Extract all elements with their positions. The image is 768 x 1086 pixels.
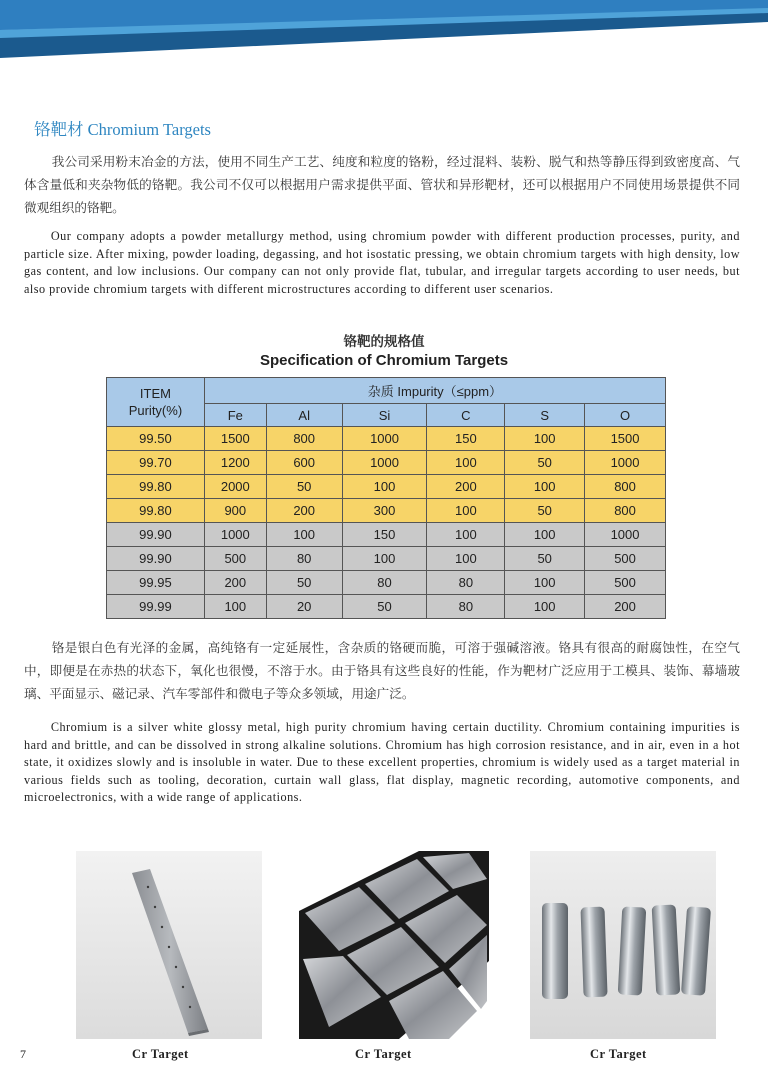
impurity-cell: 100 — [505, 523, 585, 547]
impurity-cell: 50 — [505, 451, 585, 475]
impurity-cell: 50 — [505, 499, 585, 523]
header-band — [0, 0, 768, 58]
table-row — [107, 451, 666, 475]
purity-cell: 99.70 — [107, 451, 205, 475]
impurity-cell: 100 — [266, 523, 342, 547]
purity-cell: 99.95 — [107, 571, 205, 595]
impurity-cell: 80 — [427, 595, 505, 619]
impurity-cell: 600 — [266, 451, 342, 475]
impurity-cell: 80 — [266, 547, 342, 571]
column-header: Fe — [204, 404, 266, 427]
impurity-cell: 50 — [342, 595, 427, 619]
impurity-cell: 500 — [585, 547, 666, 571]
impurity-cell: 1000 — [342, 427, 427, 451]
flat-target-photo — [76, 851, 262, 1039]
impurity-cell: 300 — [342, 499, 427, 523]
impurity-cell: 100 — [204, 595, 266, 619]
impurity-cell: 800 — [585, 499, 666, 523]
table-row — [107, 475, 666, 499]
column-header: C — [427, 404, 505, 427]
item-purity-header — [107, 378, 205, 427]
impurity-cell: 800 — [585, 475, 666, 499]
purity-cell: 99.99 — [107, 595, 205, 619]
tiled-target-photo — [299, 851, 489, 1039]
impurity-cell: 50 — [505, 547, 585, 571]
section-heading: 铬靶材 Chromium Targets — [34, 120, 211, 139]
impurity-cell: 100 — [505, 475, 585, 499]
page-number: 7 — [20, 1047, 26, 1061]
impurity-cell: 100 — [427, 499, 505, 523]
table-row — [107, 499, 666, 523]
purity-cell: 99.90 — [107, 523, 205, 547]
table-row — [107, 547, 666, 571]
purity-cell: 99.80 — [107, 499, 205, 523]
specification-table — [106, 377, 666, 619]
caption-flat-target: Cr Target — [132, 1047, 189, 1061]
impurity-cell: 20 — [266, 595, 342, 619]
impurity-cell: 1500 — [585, 427, 666, 451]
column-header: Si — [342, 404, 427, 427]
impurity-cell: 150 — [342, 523, 427, 547]
item-label: ITEM — [139, 386, 171, 401]
purity-label: Purity(%) — [128, 403, 183, 418]
impurity-cell: 50 — [266, 475, 342, 499]
impurity-cell: 500 — [204, 547, 266, 571]
impurity-header: 杂质 Impurity（≤ppm） — [204, 378, 665, 404]
column-header: Al — [266, 404, 342, 427]
column-header: S — [505, 404, 585, 427]
spec-title-chinese: 铬靶的规格值 — [343, 334, 425, 350]
impurity-cell: 900 — [204, 499, 266, 523]
tubular-target-photo — [530, 851, 716, 1039]
impurity-cell: 150 — [427, 427, 505, 451]
purity-cell: 99.80 — [107, 475, 205, 499]
impurity-cell: 80 — [427, 571, 505, 595]
impurity-cell: 800 — [266, 427, 342, 451]
caption-tiled-target: Cr Target — [355, 1047, 412, 1061]
impurity-cell: 80 — [342, 571, 427, 595]
impurity-cell: 1000 — [204, 523, 266, 547]
impurity-cell: 200 — [266, 499, 342, 523]
impurity-cell: 100 — [342, 547, 427, 571]
impurity-cell: 100 — [505, 427, 585, 451]
intro-chinese: 我公司采用粉末冶金的方法，使用不同生产工艺、纯度和粒度的铬粉，经过混料、装粉、脱气和热等静压得到致密度高、气体含量低和夹杂物低的铬靶。我公司不仅可以根据用户需求提供平面、管状和异形靶材，还可以根据用户不同使用场景提供不同微观组织的铬靶。 — [24, 154, 740, 215]
purity-cell: 99.90 — [107, 547, 205, 571]
table-row — [107, 571, 666, 595]
impurity-cell: 1500 — [204, 427, 266, 451]
impurity-cell: 1200 — [204, 451, 266, 475]
spec-title-english: Specification of Chromium Targets — [259, 352, 509, 369]
caption-tubular-target: Cr Target — [590, 1047, 647, 1061]
impurity-cell: 2000 — [204, 475, 266, 499]
table-row — [107, 427, 666, 451]
table-row — [107, 523, 666, 547]
column-header: O — [585, 404, 666, 427]
impurity-cell: 500 — [585, 571, 666, 595]
impurity-cell: 100 — [505, 595, 585, 619]
impurity-cell: 200 — [204, 571, 266, 595]
purity-cell: 99.50 — [107, 427, 205, 451]
impurity-cell: 100 — [342, 475, 427, 499]
impurity-cell: 100 — [505, 571, 585, 595]
impurity-cell: 200 — [585, 595, 666, 619]
impurity-cell: 1000 — [585, 451, 666, 475]
intro-english: Our company adopts a powder metallurgy method, using chromium powder with different production processes, purity, and particle size. After mixing, powder loading, degassing, and hot isostatic pressing, we obtain chromium targets with high density, low gas content, and low inclusions. Our company can not only provide flat, tubular, and irregular targets according to user needs, but also provide chromium targets with different microstructures according to different user scenarios. — [24, 229, 740, 296]
table-row — [107, 595, 666, 619]
impurity-cell: 100 — [427, 451, 505, 475]
impurity-cell: 50 — [266, 571, 342, 595]
impurity-cell: 100 — [427, 523, 505, 547]
impurity-cell: 1000 — [342, 451, 427, 475]
description-chinese: 铬是银白色有光泽的金属，高纯铬有一定延展性，含杂质的铬硬而脆，可溶于强碱溶液。铬具有很高的耐腐蚀性，在空气中，即便是在赤热的状态下，氧化也很慢，不溶于水。由于铬具有这些良好的性能，作为靶材广泛应用于工模具、装饰、幕墙玻璃、平面显示、磁记录、汽车零部件和微电子等众多领域，用途广泛。 — [24, 640, 740, 701]
description-english: Chromium is a silver white glossy metal, high purity chromium having certain ductility. Chromium containing impurities is hard and brittle, and can be dissolved in strong alkaline solutions. Chromium has high corrosion resistance, and in air, even in a hot state, it oxidizes slowly and is insoluble in water. Due to these excellent properties, chromium is widely used as a target material in various fields such as tooling, decoration, curtain wall glass, flat display, magnetic recording, automotive components, and microelectronics, with a wide range of applications. — [24, 720, 740, 805]
impurity-cell: 200 — [427, 475, 505, 499]
impurity-cell: 1000 — [585, 523, 666, 547]
impurity-cell: 100 — [427, 547, 505, 571]
